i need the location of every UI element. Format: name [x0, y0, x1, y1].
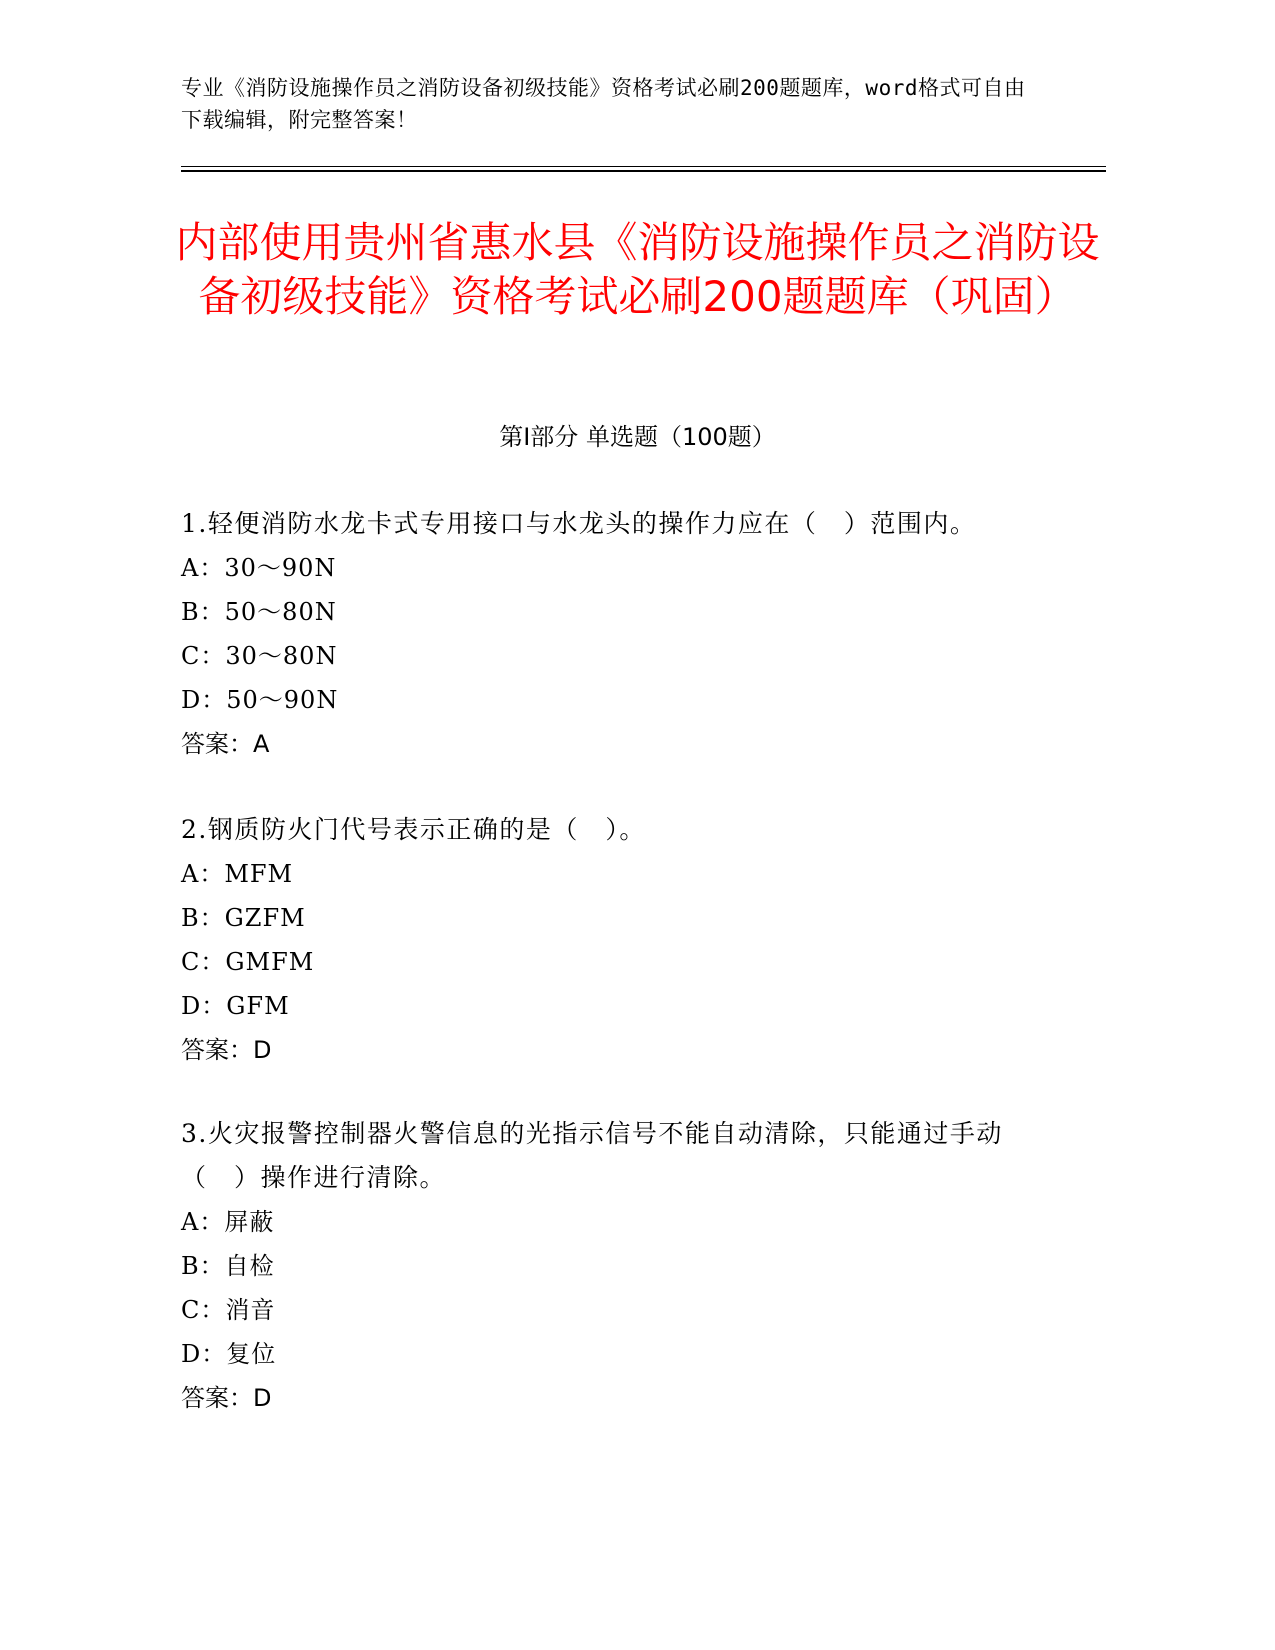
question-stem: 2.钢质防火门代号表示正确的是（ ）。: [181, 815, 646, 844]
option-c: C：GMFM: [181, 948, 315, 976]
question-3: [181, 1112, 1031, 1420]
header-note: 专业《消防设施操作员之消防设备初级技能》资格考试必刷200题题库，word格式可自由下载编辑，附完整答案！: [181, 76, 1026, 132]
option-c: C：消音: [181, 1296, 276, 1324]
option-b: B：GZFM: [181, 904, 306, 932]
question-1: [181, 502, 1031, 766]
document-title: 内部使用贵州省惠水县《消防设施操作员之消防设备初级技能》资格考试必刷200题题库（巩固）: [175, 218, 1100, 321]
section-title: 第Ⅰ部分 单选题（100题）: [499, 423, 776, 451]
question-stem: 1.轻便消防水龙卡式专用接口与水龙头的操作力应在（ ）范围内。: [181, 509, 977, 538]
option-d: D：GFM: [181, 992, 290, 1020]
header-rule-thin: [181, 166, 1106, 167]
option-b: B：50～80N: [181, 598, 337, 626]
question-2: [181, 808, 1031, 1072]
option-d: D：复位: [181, 1340, 277, 1368]
option-a: A：30～90N: [181, 554, 337, 582]
answer: 答案：A: [181, 730, 270, 758]
header-rule-thick: [181, 170, 1106, 172]
answer: 答案：D: [181, 1036, 272, 1064]
option-b: B：自检: [181, 1252, 275, 1280]
question-stem: 3.火灾报警控制器火警信息的光指示信号不能自动清除，只能通过手动（ ）操作进行清除。: [181, 1119, 1003, 1192]
option-a: A：屏蔽: [181, 1208, 275, 1236]
option-c: C：30～80N: [181, 642, 338, 670]
answer: 答案：D: [181, 1384, 272, 1412]
option-a: A：MFM: [181, 860, 294, 888]
option-d: D：50～90N: [181, 686, 339, 714]
